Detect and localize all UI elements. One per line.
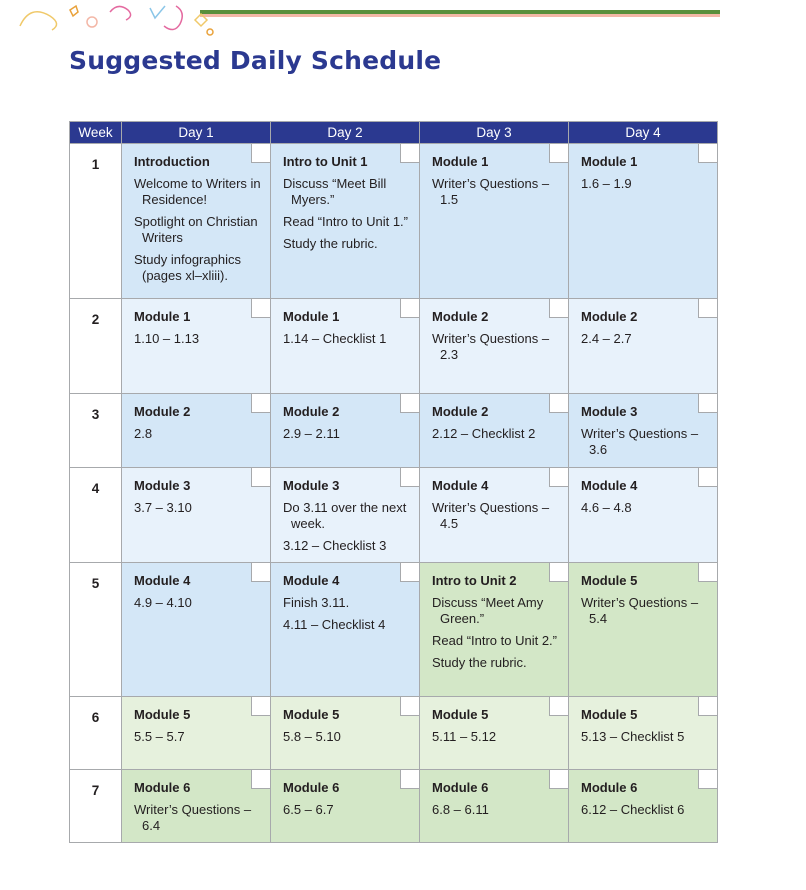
table-row <box>70 770 718 843</box>
cell-line: 1.6 – 1.9 <box>581 176 632 191</box>
checkbox[interactable] <box>549 143 569 163</box>
checkbox[interactable] <box>400 696 420 716</box>
day-cell <box>122 299 271 394</box>
week-number: 2 <box>70 299 122 394</box>
checkbox[interactable] <box>400 769 420 789</box>
day-cell <box>569 468 718 563</box>
cell-title: Module 1 <box>134 309 191 324</box>
cell-title: Intro to Unit 1 <box>283 154 368 169</box>
day-cell <box>271 697 420 770</box>
cell-line: Finish 3.11. <box>283 595 350 610</box>
checkbox[interactable] <box>251 562 271 582</box>
cell-line: Welcome to Writers in Residence! <box>134 176 261 207</box>
week-number: 7 <box>70 770 122 843</box>
day-cell <box>271 394 420 468</box>
checkbox[interactable] <box>549 467 569 487</box>
checkbox[interactable] <box>698 562 718 582</box>
day-cell <box>420 770 569 843</box>
cell-title: Module 6 <box>581 780 638 795</box>
header-rule-green <box>200 10 720 14</box>
day-cell <box>420 468 569 563</box>
cell-line: Writer’s Questions –1.5 <box>432 176 550 207</box>
table-row <box>70 299 718 394</box>
day-cell <box>122 144 271 299</box>
header-day-1: Day 1 <box>122 122 271 144</box>
cell-title: Module 4 <box>432 478 489 493</box>
cell-title: Module 5 <box>134 707 191 722</box>
cell-line: Read “Intro to Unit 2.” <box>432 633 557 648</box>
cell-title: Module 4 <box>134 573 191 588</box>
cell-line: 2.12 – Checklist 2 <box>432 426 536 441</box>
table-row <box>70 563 718 697</box>
cell-title: Module 4 <box>283 573 340 588</box>
header-rule-pink <box>200 14 720 17</box>
decorative-header-graphic <box>0 0 806 40</box>
cell-line: Discuss “Meet Bill Myers.” <box>283 176 387 207</box>
cell-title: Module 5 <box>432 707 489 722</box>
day-cell <box>569 394 718 468</box>
cell-line: 5.5 – 5.7 <box>134 729 185 744</box>
day-cell <box>122 770 271 843</box>
checkbox[interactable] <box>698 696 718 716</box>
cell-line: 1.14 – Checklist 1 <box>283 331 387 346</box>
checkbox[interactable] <box>549 298 569 318</box>
checkbox[interactable] <box>251 298 271 318</box>
header-day-2: Day 2 <box>271 122 420 144</box>
cell-line: Study infographics (pages xl–xliii). <box>134 252 241 283</box>
checkbox[interactable] <box>698 143 718 163</box>
checkbox[interactable] <box>549 393 569 413</box>
day-cell <box>420 697 569 770</box>
checkbox[interactable] <box>400 393 420 413</box>
cell-line: 3.12 – Checklist 3 <box>283 538 387 553</box>
cell-title: Module 5 <box>283 707 340 722</box>
cell-line: Study the rubric. <box>432 655 527 670</box>
day-cell <box>122 394 271 468</box>
cell-line: 6.8 – 6.11 <box>432 802 489 817</box>
header-day-4: Day 4 <box>569 122 718 144</box>
cell-line: Writer’s Questions – 5.4 <box>581 595 699 626</box>
day-cell <box>569 144 718 299</box>
cell-title: Module 6 <box>283 780 340 795</box>
checkbox[interactable] <box>400 467 420 487</box>
cell-line: Read “Intro to Unit 1.” <box>283 214 408 229</box>
cell-title: Intro to Unit 2 <box>432 573 517 588</box>
cell-line: Do 3.11 over the next week. <box>283 500 407 531</box>
checkbox[interactable] <box>400 143 420 163</box>
cell-line: Discuss “Meet Amy Green.” <box>432 595 544 626</box>
header-week: Week <box>70 122 122 144</box>
week-number: 6 <box>70 697 122 770</box>
cell-title: Module 2 <box>432 404 489 419</box>
table-row <box>70 697 718 770</box>
checkbox[interactable] <box>698 769 718 789</box>
week-number: 4 <box>70 468 122 563</box>
cell-line: Spotlight on Christian Writers <box>134 214 258 245</box>
cell-title: Module 2 <box>581 309 638 324</box>
day-cell <box>271 144 420 299</box>
day-cell <box>569 299 718 394</box>
checkbox[interactable] <box>549 562 569 582</box>
flourish-icon <box>20 6 213 35</box>
cell-title: Module 2 <box>134 404 191 419</box>
cell-title: Module 5 <box>581 573 638 588</box>
checkbox[interactable] <box>698 298 718 318</box>
cell-line: 5.13 – Checklist 5 <box>581 729 685 744</box>
checkbox[interactable] <box>251 467 271 487</box>
day-cell <box>420 563 569 697</box>
cell-title: Module 2 <box>432 309 489 324</box>
table-row <box>70 394 718 468</box>
checkbox[interactable] <box>251 143 271 163</box>
checkbox[interactable] <box>251 696 271 716</box>
cell-line: 2.9 – 2.11 <box>283 426 340 441</box>
header-day-3: Day 3 <box>420 122 569 144</box>
checkbox[interactable] <box>549 696 569 716</box>
cell-line: Writer’s Questions –2.3 <box>432 331 550 362</box>
cell-title: Module 2 <box>283 404 340 419</box>
checkbox[interactable] <box>698 467 718 487</box>
checkbox[interactable] <box>251 769 271 789</box>
day-cell <box>569 770 718 843</box>
day-cell <box>122 468 271 563</box>
cell-title: Module 4 <box>581 478 638 493</box>
cell-title: Module 6 <box>134 780 191 795</box>
cell-title: Module 6 <box>432 780 489 795</box>
cell-line: Writer’s Questions – 6.4 <box>134 802 252 833</box>
checkbox[interactable] <box>698 393 718 413</box>
cell-line: 3.7 – 3.10 <box>134 500 192 515</box>
week-number: 5 <box>70 563 122 697</box>
cell-line: Study the rubric. <box>283 236 378 251</box>
day-cell <box>420 299 569 394</box>
day-cell <box>420 394 569 468</box>
table-row <box>70 468 718 563</box>
cell-line: 5.8 – 5.10 <box>283 729 341 744</box>
cell-title: Module 5 <box>581 707 638 722</box>
week-number: 3 <box>70 394 122 468</box>
day-cell <box>569 563 718 697</box>
cell-title: Introduction <box>134 154 210 169</box>
cell-title: Module 1 <box>581 154 638 169</box>
page-title: Suggested Daily Schedule <box>69 46 442 75</box>
day-cell <box>271 468 420 563</box>
table-header-row <box>70 122 718 144</box>
day-cell <box>271 563 420 697</box>
week-number: 1 <box>70 144 122 299</box>
day-cell <box>122 697 271 770</box>
day-cell <box>271 770 420 843</box>
cell-title: Module 3 <box>283 478 340 493</box>
cell-line: Writer’s Questions – 3.6 <box>581 426 699 457</box>
cell-line: Writer’s Questions – 4.5 <box>432 500 550 531</box>
checkbox[interactable] <box>400 562 420 582</box>
day-cell <box>569 697 718 770</box>
cell-line: 5.11 – 5.12 <box>432 729 497 744</box>
day-cell <box>271 299 420 394</box>
day-cell <box>420 144 569 299</box>
cell-line: 2.4 – 2.7 <box>581 331 632 346</box>
checkbox[interactable] <box>251 393 271 413</box>
cell-line: 6.12 – Checklist 6 <box>581 802 685 817</box>
schedule-table <box>69 121 718 843</box>
cell-line: 4.6 – 4.8 <box>581 500 632 515</box>
cell-line: 1.10 – 1.13 <box>134 331 200 346</box>
cell-line: 4.9 – 4.10 <box>134 595 192 610</box>
checkbox[interactable] <box>400 298 420 318</box>
cell-title: Module 1 <box>283 309 340 324</box>
cell-line: 4.11 – Checklist 4 <box>283 617 386 632</box>
day-cell <box>122 563 271 697</box>
cell-title: Module 3 <box>581 404 638 419</box>
table-row <box>70 144 718 299</box>
cell-title: Module 1 <box>432 154 489 169</box>
cell-title: Module 3 <box>134 478 191 493</box>
checkbox[interactable] <box>549 769 569 789</box>
cell-line: 6.5 – 6.7 <box>283 802 334 817</box>
cell-line: 2.8 <box>134 426 153 441</box>
